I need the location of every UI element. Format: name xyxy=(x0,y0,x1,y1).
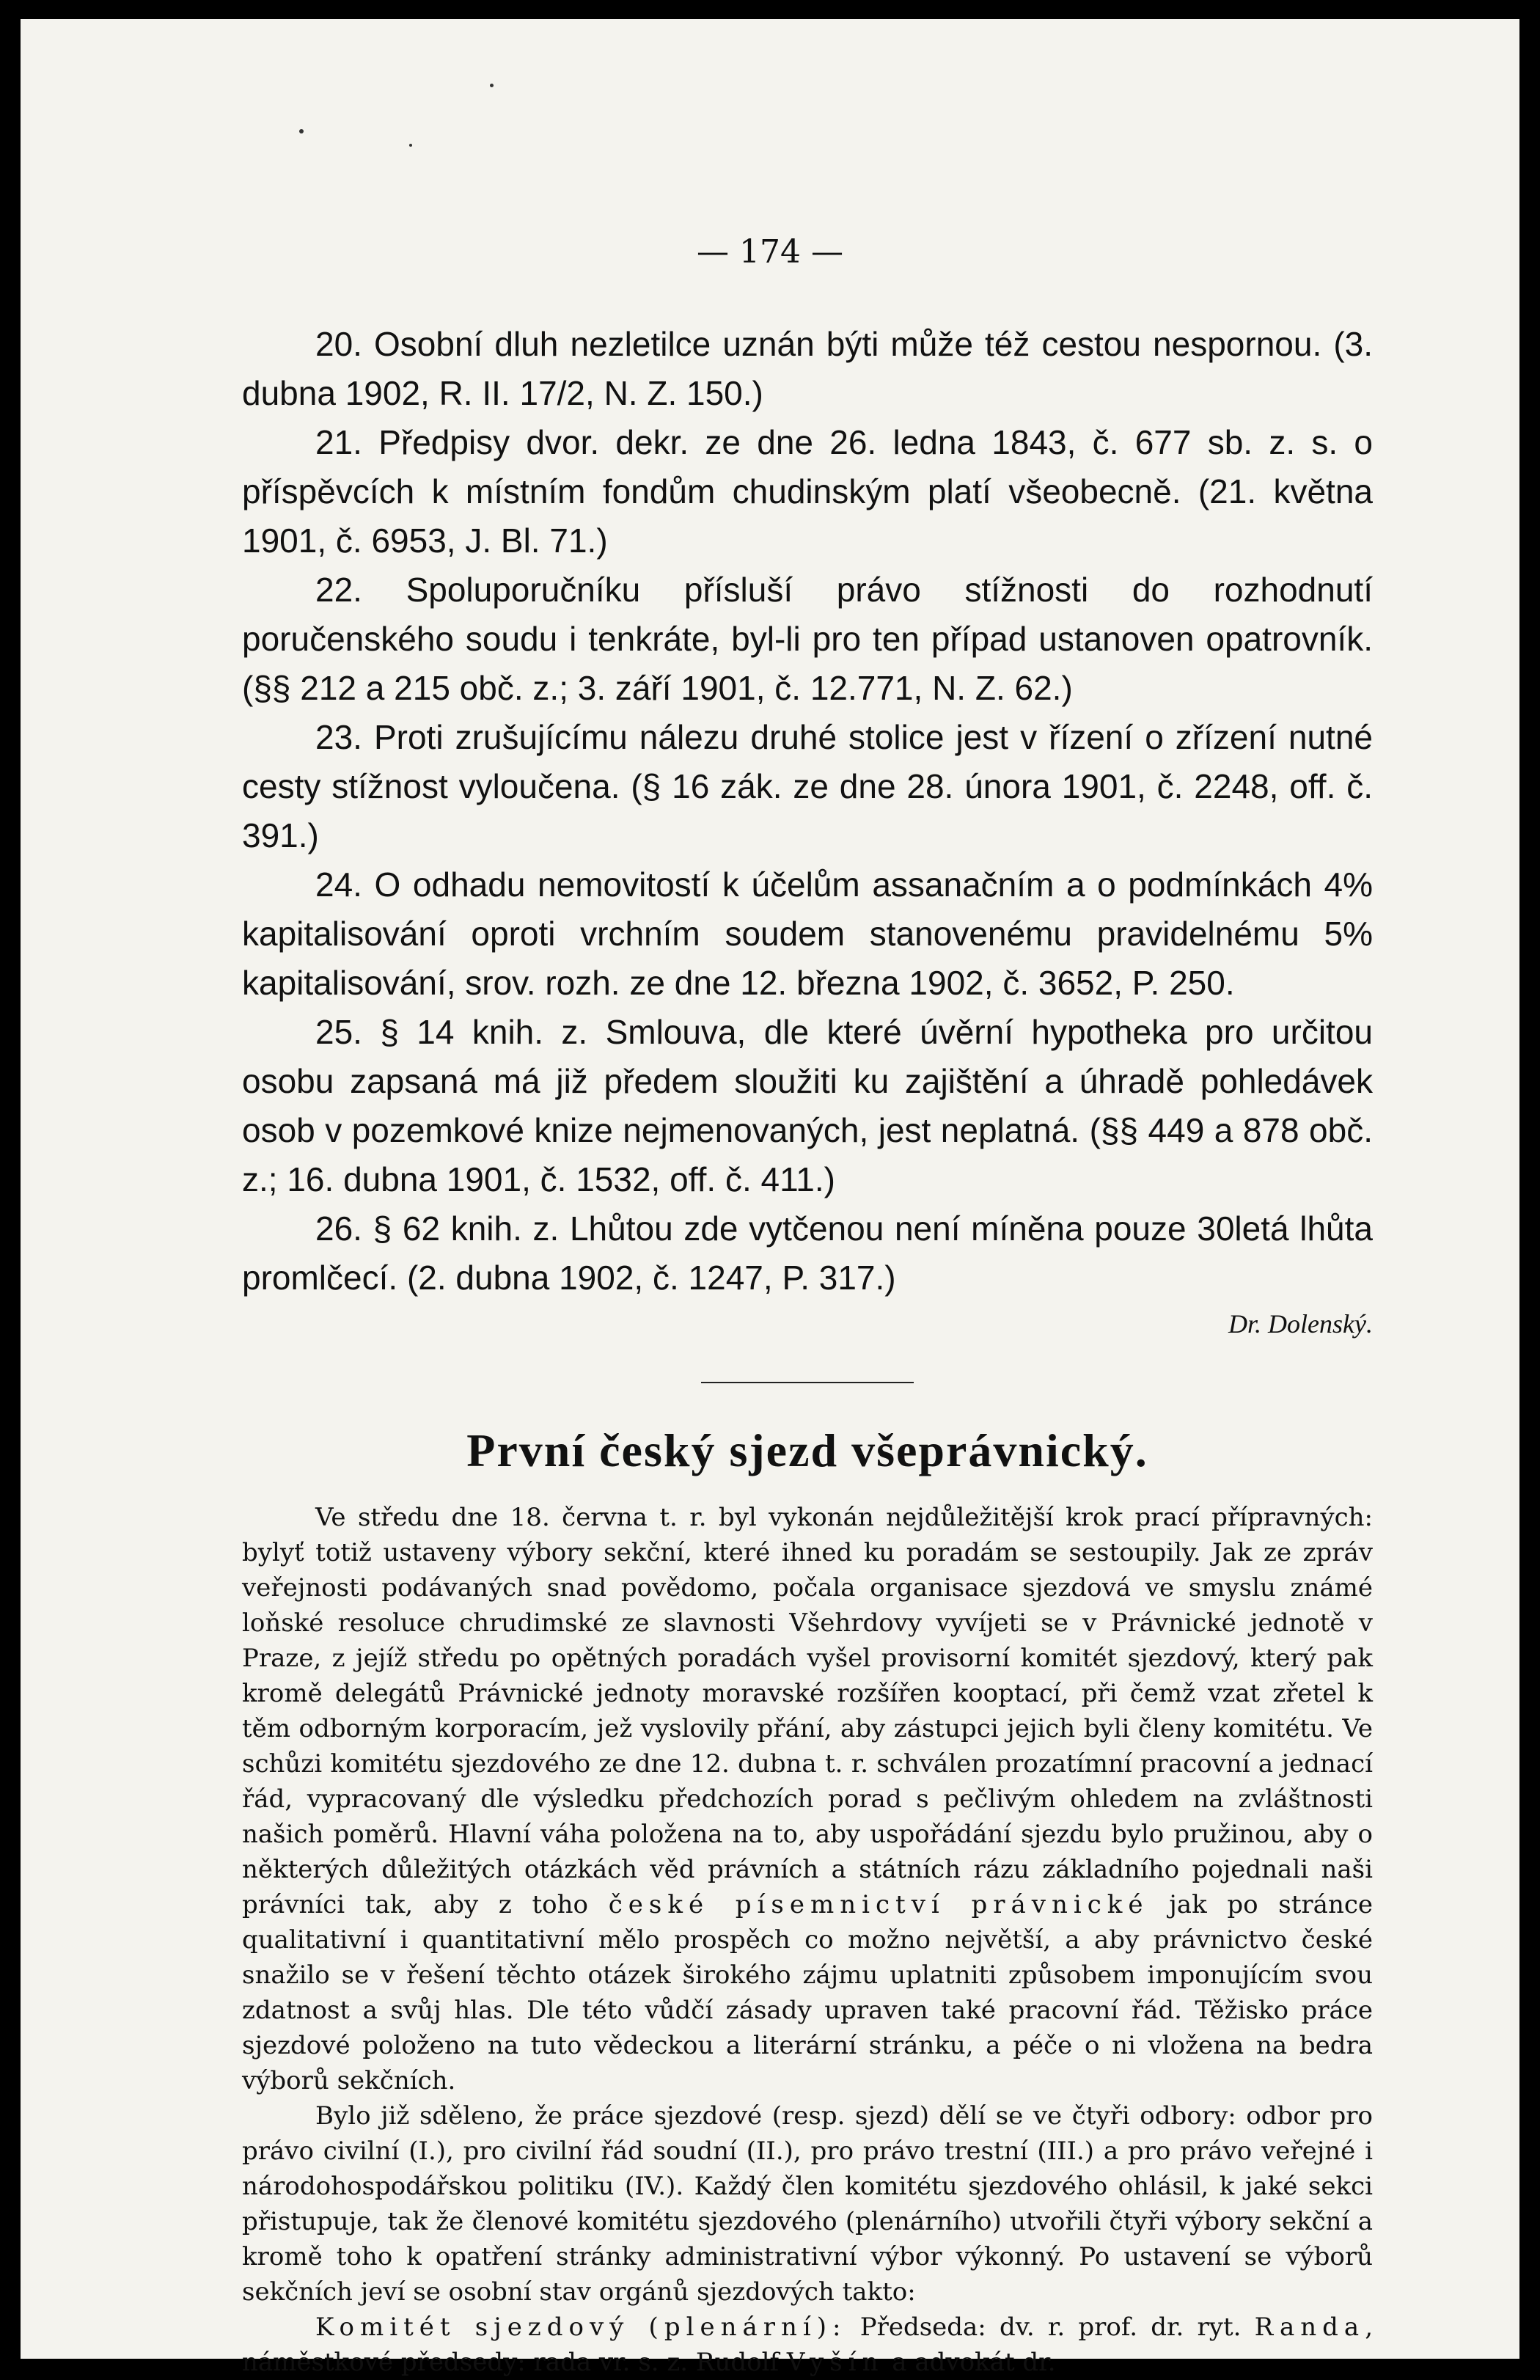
note-24: 24. O odhadu nemovitostí k účelům assanačním a o podmínkách 4% kapitalisování oproti vrchním soudem stanovenému pravidelnému 5% kapitalisování, srov. rozh. ze dne 12. března 1902, č. 3652, P. 250. xyxy=(242,865,1373,1002)
note-21: 21. Předpisy dvor. dekr. ze dne 26. ledna 1843, č. 677 sb. z. s. o příspěvcích k místním fondům chudinským platí všeobecně. (21. května 1901, č. 6953, J. Bl. 71.) xyxy=(242,423,1373,560)
book-page xyxy=(21,19,1519,2377)
note-22: 22. Spoluporučníku přísluší právo stížnosti do rozhodnutí poručenského soudu i tenkráte, byl-li pro ten případ ustanoven opatrovník. (§§ 212 a 215 obč. z.; 3. září 1901, č. 12.771, N. Z. 62.) xyxy=(242,571,1373,707)
article-text: jak po stránce qualitativní i quantitativní mělo prospěch co možno největší, a aby právnictvo české snažilo se v řešení těchto otázek širokého zájmu uplatniti způsobem imponujícím svou zdatnost a svůj hlas. Dle této vůdčí zásady upraven také pracovní řád. Těžisko práce sjezdové položeno na tuto vědeckou a literární stránku, a péče o ni vložena na bedra výborů sekčních. xyxy=(242,1890,1374,2095)
article-text: Ve středu dne 18. června t. r. byl vykonán nejdůležitější krok prací přípravných: bylyť totiž ustaveny výbory sekční, které ihned ku poradám se sestoupily. Jak ze zpráv veřejnosti podávaných snad povědomo, počala organisace sjezdová ve smyslu známé loňské resoluce chrudimské ze slavnosti Všehrdovy vyvíjeti se v Právnické jednotě v Praze, z jejíž středu po opětných poradách vyšel provisorní komitét sjezdový, který pak kromě delegátů Právnické jednoty moravské rozšířen kooptací, při čemž vzat zřetel k těm odborným korporacím, jež vyslovily přání, aby zástupci jejich byli členy komitétu. Ve schůzi komitétu sjezdového ze dne 12. dubna t. r. schválen prozatímní pracovní a jednací řád, vypracovaný dle výsledku předchozích porad s pečlivým ohledem na zvláštnosti našich poměrů. Hlavní váha položena na to, aby uspořádání sjezdu bylo pružinou, aby o některých důležitých otázkách věd právních a státních rázu základního pojednali naši právníci tak, aby z toho xyxy=(242,1503,1373,1919)
page-number: — 174 — xyxy=(697,233,843,271)
note-25: 25. § 14 knih. z. Smlouva, dle které úvěrní hypotheka pro určitou osobu zapsaná má již předem sloužiti ku zajištění a úhradě pohledávek osob v pozemkové knize nejmenovaných, jest neplatná. (§§ 449 a 878 obč. z.; 16. dubna 1901, č. 1532, off. č. 411.) xyxy=(242,1013,1373,1198)
note-23: 23. Proti zrušujícímu nálezu druhé stolice jest v řízení o zřízení nutné cesty stížnost vyloučena. (§ 16 zák. ze dne 28. února 1901, č. 2248, off. č. 391.) xyxy=(242,718,1373,854)
emphasized-text: české písemnictví právnické xyxy=(608,1890,1149,1919)
article-text: , náměstkové předsedy: rada vr. s. z. Rudolf xyxy=(242,2313,1374,2377)
note-20: 20. Osobní dluh nezletilce uznán býti může též cestou nespornou. (3. dubna 1902, R. II. 17/2, N. Z. 150.) xyxy=(242,325,1373,412)
article-paragraph-2: Bylo již sděleno, že práce sjezdové (resp. sjezd) dělí se ve čtyři odbory: odbor pro právo civilní (I.), pro civilní řád soudní (II.), pro právo trestní (III.) a pro právo veřejné i národohospodářskou politiku (IV.). Každý člen komitétu sjezdového ohlásil, k jaké sekci přistupuje, tak že členové komitétu sjezdového (plenárního) utvořili čtyři výbory sekční a kromě toho k opatření stránky administrativní výbor výkonný. Po ustavení se výborů sekčních jeví se osobní stav orgánů sjezdových takto: xyxy=(242,2101,1373,2307)
article-paragraph-3 xyxy=(242,2310,1373,2380)
article-body xyxy=(242,1500,1373,2380)
legal-notes xyxy=(242,320,1373,2380)
section-divider xyxy=(701,1382,914,1383)
print-speck xyxy=(409,144,412,147)
author-signature: Dr. Dolenský. xyxy=(1228,1309,1373,1339)
article-title: První český sjezd všeprávnický. xyxy=(466,1424,1148,1476)
person-name: Vyšín xyxy=(786,2348,884,2377)
note-26: 26. § 62 knih. z. Lhůtou zde vytčenou není míněna pouze 30letá lhůta promlčecí. (2. dubna 1902, č. 1247, P. 317.) xyxy=(242,1209,1373,1297)
print-speck xyxy=(490,84,494,87)
print-speck xyxy=(299,129,304,133)
emphasized-text: Komitét sjezdový (plenární): xyxy=(315,2313,847,2342)
article-text: a advokát dr. xyxy=(892,2348,1056,2377)
article-paragraph-1 xyxy=(242,1500,1373,2098)
article-text: Předseda: dv. r. prof. dr. ryt. xyxy=(859,2313,1242,2342)
person-name: Randa xyxy=(1254,2313,1365,2342)
